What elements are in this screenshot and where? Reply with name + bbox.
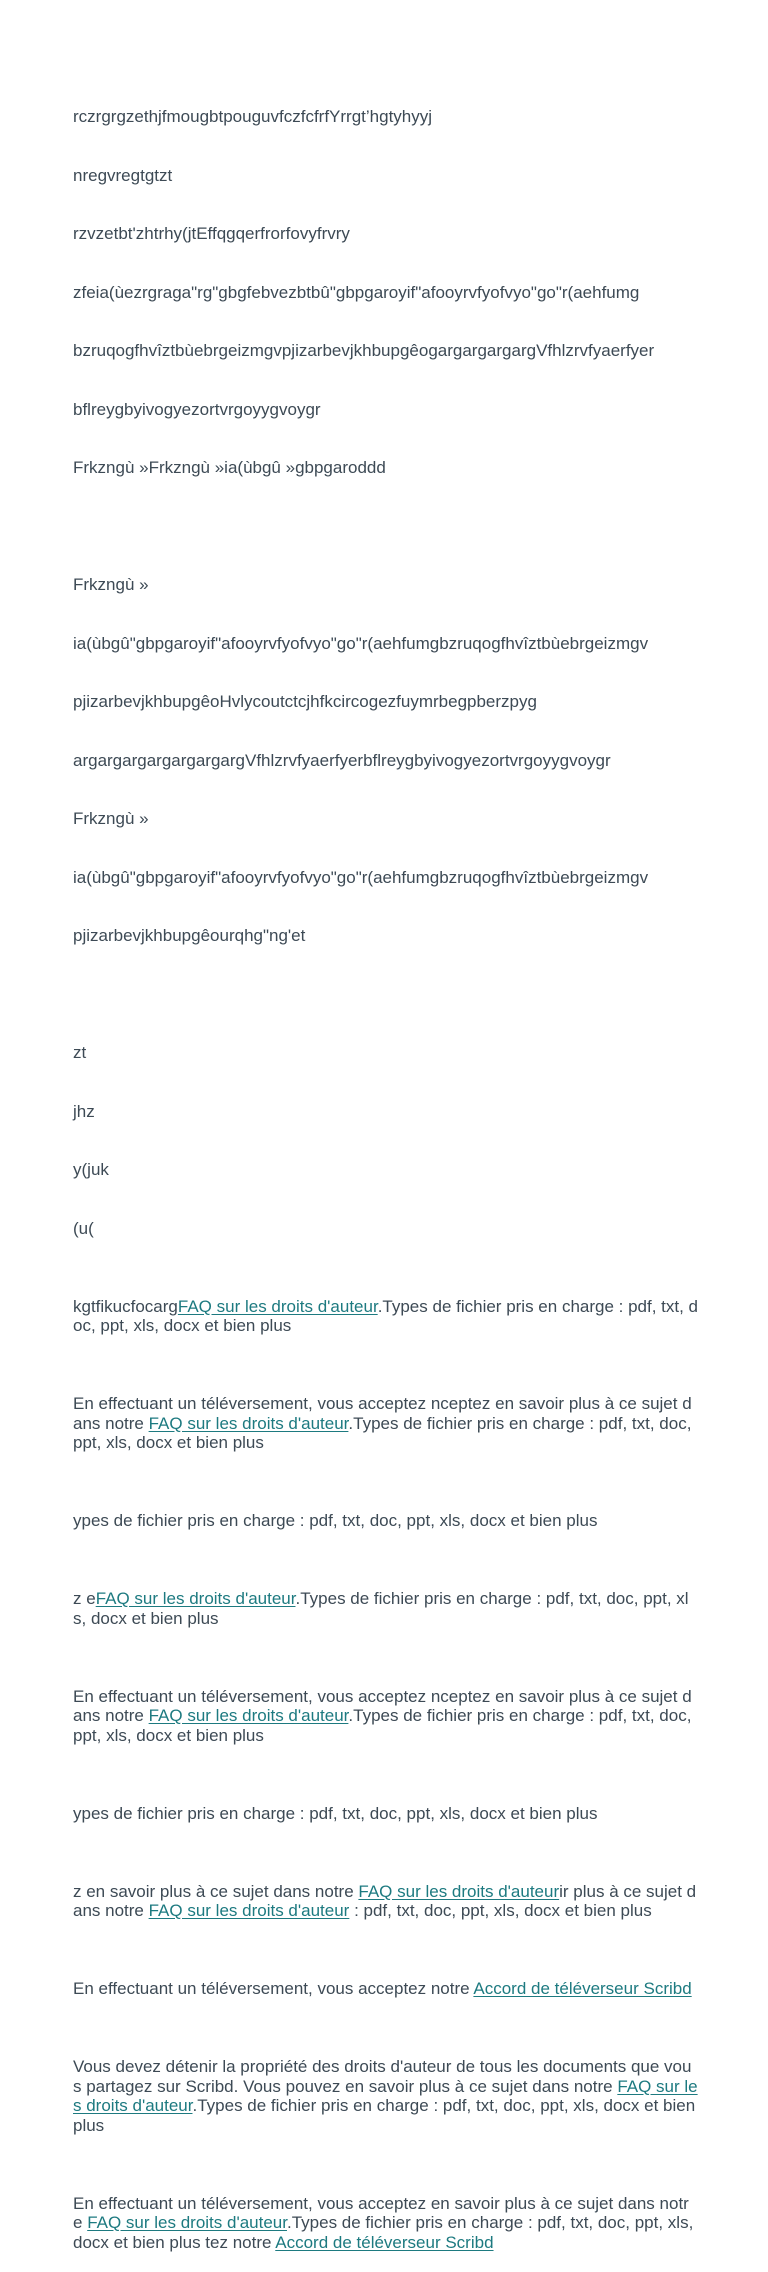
- faq-copyright-link[interactable]: FAQ sur les droits d'auteur: [177, 1296, 378, 1316]
- faq-copyright-link[interactable]: FAQ sur les droits d'auteur: [95, 1589, 296, 1608]
- text-line: (u(: [73, 1218, 94, 1238]
- text-line: Frkzngù »: [73, 809, 149, 828]
- text-line: zt: [73, 1043, 87, 1062]
- text-line: zfeia(ùezrgraga"rg"gbgfebvezbtbû"gbpgaroyif"afooyrvfyofvyo"go"r(aehfumg: [73, 282, 640, 302]
- faq-copyright-link[interactable]: FAQ sur les droits d'auteur: [87, 2213, 287, 2232]
- paragraph-text: .Types de fichier pris en charge : pdf, txt, doc, ppt, xls, docx et bien plus: [73, 1296, 699, 1335]
- text-line: nregvregtgtzt: [73, 165, 173, 185]
- text-line: bzruqogfhvîztbùebrgeizmgvpjizarbevjkhbupgêogargargargargVfhlzrvfyaerfyer: [73, 341, 655, 360]
- paragraph-text: kgtfikucfocarg: [73, 1296, 178, 1316]
- blank-line: [73, 985, 698, 1005]
- text-line: jhz: [73, 1101, 95, 1121]
- faq-copyright-link[interactable]: FAQ sur les droits d'auteur: [358, 1881, 560, 1901]
- scribd-uploader-agreement-link[interactable]: Accord de téléverseur Scribd: [473, 1979, 692, 1998]
- text-line: argargargargargargargVfhlzrvfyaerfyerbflreygbyivogyezortvrgoyygvoygr: [73, 750, 611, 770]
- paragraph-text: z en savoir plus à ce sujet dans notre: [73, 1881, 359, 1901]
- paragraph-text: En effectuant un téléversement, vous acceptez en savoir plus à ce sujet dans notre: [73, 2193, 689, 2232]
- text-line: rczrgrgzethjfmougbtpouguvfczfcfrfYrrgt’hgtyhyyj: [73, 107, 433, 126]
- paragraph-text: .Types de fichier pris en charge : pdf, txt, doc, ppt, xls, docx et bien plus: [73, 1413, 697, 1452]
- paragraph: [73, 1589, 698, 1628]
- faq-copyright-link[interactable]: FAQ sur les droits d'auteur: [73, 2076, 698, 2115]
- faq-copyright-link[interactable]: FAQ sur les droits d'auteur: [148, 1706, 349, 1725]
- paragraph: [73, 2194, 698, 2253]
- paragraph: ypes de fichier pris en charge : pdf, txt, doc, ppt, xls, docx et bien plus: [73, 1511, 598, 1530]
- text-line: pjizarbevjkhbupgêourqhg"ng'et: [73, 926, 306, 945]
- text-line: ia(ùbgû"gbpgaroyif"afooyrvfyofvyo"go"r(aehfumgbzruqogfhvîztbùebrgeizmgv: [73, 867, 649, 887]
- paragraph: [73, 2057, 698, 2135]
- paragraph-text: z e: [73, 1589, 96, 1608]
- text-line: bflreygbyivogyezortvrgoyygvoygr: [73, 399, 321, 419]
- paragraph-text: ir plus à ce sujet dans notre: [73, 1881, 697, 1920]
- text-line: Frkzngù »Frkzngù »ia(ùbgû »gbpgaroddd: [73, 458, 386, 477]
- paragraph-text: .Types de fichier pris en charge : pdf, txt, doc, ppt, xls, docx et bien plus tez notre: [73, 2213, 699, 2252]
- blank-line: [73, 517, 698, 537]
- paragraph-text: : pdf, txt, doc, ppt, xls, docx et bien plus: [349, 1901, 652, 1920]
- paragraph-text: .Types de fichier pris en charge : pdf, txt, doc, ppt, xls, docx et bien plus: [73, 1589, 689, 1628]
- faq-copyright-link[interactable]: FAQ sur les droits d'auteur: [148, 1413, 349, 1433]
- text-line: y(juk: [73, 1160, 109, 1179]
- paragraph: [73, 1979, 698, 1999]
- text-line: ia(ùbgû"gbpgaroyif"afooyrvfyofvyo"go"r(aehfumgbzruqogfhvîztbùebrgeizmgv: [73, 633, 649, 653]
- paragraph-text: .Types de fichier pris en charge : pdf, txt, doc, ppt, xls, docx et bien plus: [73, 2096, 700, 2135]
- text-line: rzvzetbt'zhtrhy(jtEffqgqerfrorfovyfrvry: [73, 224, 350, 243]
- paragraph-text: .Types de fichier pris en charge : pdf, txt, doc, ppt, xls, docx et bien plus: [73, 1706, 697, 1745]
- paragraph-text: Vous devez détenir la propriété des droits d'auteur de tous les documents que vous partagez sur Scribd. Vous pouvez en savoir plus à ce sujet dans notre: [73, 2057, 692, 2096]
- document-body: [73, 68, 698, 2272]
- paragraph: [73, 1687, 698, 1746]
- scribd-uploader-agreement-link[interactable]: Accord de téléverseur Scribd: [275, 2232, 494, 2252]
- text-line: Frkzngù »: [73, 575, 149, 594]
- faq-copyright-link[interactable]: FAQ sur les droits d'auteur: [148, 1901, 350, 1920]
- paragraph: [73, 1882, 698, 1921]
- text-line: pjizarbevjkhbupgêoHvlycoutctcjhfkcircogezfuymrbegpberzpyg: [73, 692, 537, 711]
- paragraph: [73, 1394, 698, 1453]
- paragraph-text: En effectuant un téléversement, vous acceptez notre: [73, 1979, 474, 1998]
- paragraph-text: En effectuant un téléversement, vous acceptez nceptez en savoir plus à ce sujet dans notre: [73, 1394, 692, 1433]
- paragraph-text: En effectuant un téléversement, vous acceptez nceptez en savoir plus à ce sujet dans notre: [73, 1686, 692, 1725]
- paragraph: ypes de fichier pris en charge : pdf, txt, doc, ppt, xls, docx et bien plus: [73, 1803, 598, 1823]
- paragraph: [73, 1297, 698, 1336]
